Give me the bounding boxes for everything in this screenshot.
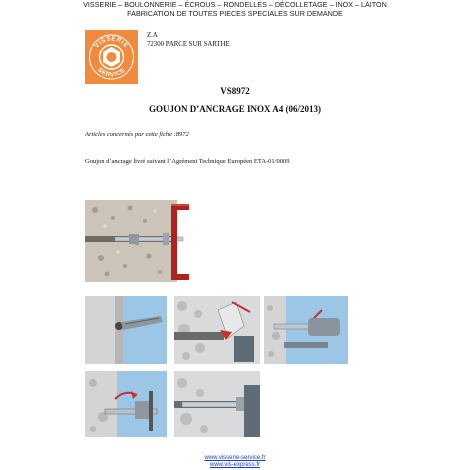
footer-link-vis-express[interactable]	[0, 462, 470, 470]
svg-text:VISSERIE: VISSERIE	[93, 35, 130, 50]
anchor-bolt-main-image	[85, 196, 195, 286]
document-title: GOUJON D’ANCRAGE INOX A4 (06/2013)	[149, 104, 321, 114]
install-step-2-cleaning-image	[174, 296, 260, 364]
articles-note: Articles concernés par cette fiche :8972	[85, 131, 189, 138]
install-step-4-tightening-image	[85, 371, 167, 437]
header-line-2: FABRICATION DE TOUTES PIECES SPECIALES SUR DEMANDE	[127, 9, 343, 18]
install-step-3-inserting-image	[264, 296, 348, 364]
certification-description: Goujon d’ancrage livré suivant l’Agrément Technique Européen ETA-01/0009	[85, 158, 290, 165]
address-block	[147, 31, 230, 49]
company-logo	[85, 30, 138, 84]
footer-link-2-text[interactable]: www.vis-express.fr	[209, 462, 260, 468]
address-line-2: 72300 PARCE SUR SARTHE	[147, 41, 230, 48]
address-line-1: Z.A	[147, 32, 158, 39]
product-reference: VS8972	[220, 86, 250, 96]
svg-text:SERVICE: SERVICE	[96, 66, 127, 79]
footer-link-1-text[interactable]: www.visserie-service.fr	[204, 455, 266, 461]
install-step-5-installed-image	[174, 371, 260, 437]
install-step-1-drilling-image	[85, 296, 167, 364]
header-line-1: VISSERIE – BOULONNERIE – ÉCROUS – RONDELLES – DÉCOLLETAGE – INOX – LAITON	[83, 0, 387, 9]
